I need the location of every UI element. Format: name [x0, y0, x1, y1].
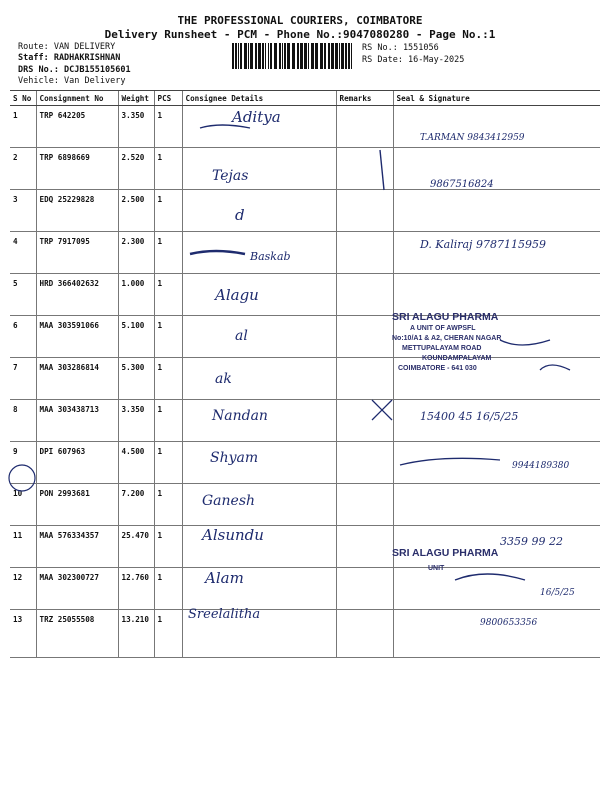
cell-sno: 2 — [10, 148, 36, 190]
signature-r2: 9867516824 — [430, 179, 494, 190]
cell-pcs: 1 — [154, 148, 182, 190]
consignee-r8: Nandan — [212, 408, 268, 424]
signature-r8: 15400 45 16/5/25 — [420, 410, 519, 423]
consignee-r13: Sreelalitha — [188, 607, 261, 622]
cell-sno: 7 — [10, 358, 36, 400]
runsheet-subtitle: Delivery Runsheet - PCM - Phone No.:9047080280 - Page No.:1 — [104, 28, 496, 41]
cell-consignment-no: MAA 303438713 — [36, 400, 118, 442]
cell-weight: 4.500 — [118, 442, 154, 484]
cell-pcs: 1 — [154, 232, 182, 274]
cell-consignment-no: TRP 6898669 — [36, 148, 118, 190]
col-consignment: Consignment No — [36, 91, 118, 106]
consignee-r4: Baskab — [250, 250, 291, 263]
signature-r4: D. Kaliraj 9787115959 — [420, 238, 546, 251]
cell-consignment-no: MAA 303591066 — [36, 316, 118, 358]
cell-pcs: 1 — [154, 610, 182, 658]
cell-weight: 5.100 — [118, 316, 154, 358]
consignee-r10: Ganesh — [202, 493, 256, 509]
cell-consignment-no: TRZ 25055508 — [36, 610, 118, 658]
cell-weight: 2.300 — [118, 232, 154, 274]
svg-text:METTUPALAYAM ROAD: METTUPALAYAM ROAD — [402, 345, 482, 352]
cell-consignment-no: MAA 576334357 — [36, 526, 118, 568]
cell-consignment-no: PON 2993681 — [36, 484, 118, 526]
cell-pcs: 1 — [154, 316, 182, 358]
company-title: THE PROFESSIONAL COURIERS, COIMBATORE — [177, 14, 423, 27]
cell-pcs: 1 — [154, 190, 182, 232]
cell-sno: 3 — [10, 190, 36, 232]
cell-weight: 3.350 — [118, 400, 154, 442]
cell-sno: 6 — [10, 316, 36, 358]
consignee-r1: Aditya — [232, 108, 281, 126]
row-10-circle-mark — [9, 465, 35, 491]
svg-text:SRI ALAGU PHARMA: SRI ALAGU PHARMA — [392, 311, 499, 323]
cell-weight: 3.350 — [118, 106, 154, 148]
svg-text:COIMBATORE - 641 030: COIMBATORE - 641 030 — [398, 365, 477, 372]
cell-consignment-no: EDQ 25229828 — [36, 190, 118, 232]
cell-sno: 8 — [10, 400, 36, 442]
cell-weight: 1.000 — [118, 274, 154, 316]
signature-r9: 9944189380 — [512, 461, 570, 471]
cell-consignment-no: TRP 7917095 — [36, 232, 118, 274]
consignee-r6: al — [235, 328, 248, 344]
svg-text:No:10/A1 & A2, CHERAN NAGAR: No:10/A1 & A2, CHERAN NAGAR — [392, 335, 502, 342]
cell-consignment-no: MAA 302300727 — [36, 568, 118, 610]
cell-weight: 2.520 — [118, 148, 154, 190]
cell-weight: 5.300 — [118, 358, 154, 400]
cell-pcs: 1 — [154, 106, 182, 148]
consignee-r9: Shyam — [210, 450, 259, 466]
consignee-r5: Alagu — [215, 286, 259, 304]
cell-consignment-no: MAA 303286814 — [36, 358, 118, 400]
partial-stamp: SRI ALAGU PHARMA — [392, 547, 499, 559]
cell-weight: 12.760 — [118, 568, 154, 610]
signature-r12: 16/5/25 — [540, 588, 575, 598]
vehicle-label: Vehicle: Van Delivery — [18, 76, 126, 86]
cell-pcs: 1 — [154, 568, 182, 610]
cell-pcs: 1 — [154, 526, 182, 568]
cell-sno: 4 — [10, 232, 36, 274]
staff-label: Staff: RADHAKRISHNAN — [18, 53, 121, 63]
cell-pcs: 1 — [154, 358, 182, 400]
rs-number: RS No.: 1551056 — [362, 43, 439, 53]
col-weight: Weight — [118, 91, 154, 106]
col-sno: S No — [10, 91, 36, 106]
col-remarks: Remarks — [336, 91, 393, 106]
cell-pcs: 1 — [154, 400, 182, 442]
cell-consignment-no: DPI 607963 — [36, 442, 118, 484]
pharma-stamp — [392, 311, 501, 372]
drs-label: DRS No.: DCJB155105601 — [18, 65, 131, 75]
cell-sno: 11 — [10, 526, 36, 568]
cell-pcs: 1 — [154, 442, 182, 484]
consignee-r7: ak — [215, 371, 232, 387]
signature-r13: 9800653356 — [480, 618, 538, 628]
cell-sno: 13 — [10, 610, 36, 658]
consignee-r2: Tejas — [212, 168, 249, 184]
signature-r1: T.ARMAN 9843412959 — [420, 133, 525, 143]
cell-weight: 2.500 — [118, 190, 154, 232]
cell-sno: 1 — [10, 106, 36, 148]
col-pcs: PCS — [154, 91, 182, 106]
consignee-r11: Alsundu — [202, 526, 264, 544]
col-consignee: Consignee Details — [182, 91, 336, 106]
cell-weight: 25.470 — [118, 526, 154, 568]
consignee-r12: Alam — [205, 569, 244, 587]
route-label: Route: VAN DELIVERY — [18, 42, 116, 52]
cell-pcs: 1 — [154, 274, 182, 316]
cell-pcs: 1 — [154, 484, 182, 526]
cell-sno: 12 — [10, 568, 36, 610]
rs-date: RS Date: 16-May-2025 — [362, 55, 465, 65]
cell-sno: 9 — [10, 442, 36, 484]
svg-text:A UNIT OF AWPSFL: A UNIT OF AWPSFL — [410, 325, 476, 332]
partial-stamp-unit: UNIT — [428, 565, 445, 572]
cell-sno: 5 — [10, 274, 36, 316]
cell-consignment-no: TRP 642205 — [36, 106, 118, 148]
col-signature: Seal & Signature — [393, 91, 600, 106]
signature-r11: 3359 99 22 — [500, 535, 563, 548]
cell-weight: 13.210 — [118, 610, 154, 658]
cell-sno: 10 — [10, 484, 36, 526]
cell-consignment-no: HRD 366402632 — [36, 274, 118, 316]
consignee-r3: d — [235, 206, 245, 224]
cell-weight: 7.200 — [118, 484, 154, 526]
svg-text:KOUNDAMPALAYAM: KOUNDAMPALAYAM — [422, 355, 492, 362]
